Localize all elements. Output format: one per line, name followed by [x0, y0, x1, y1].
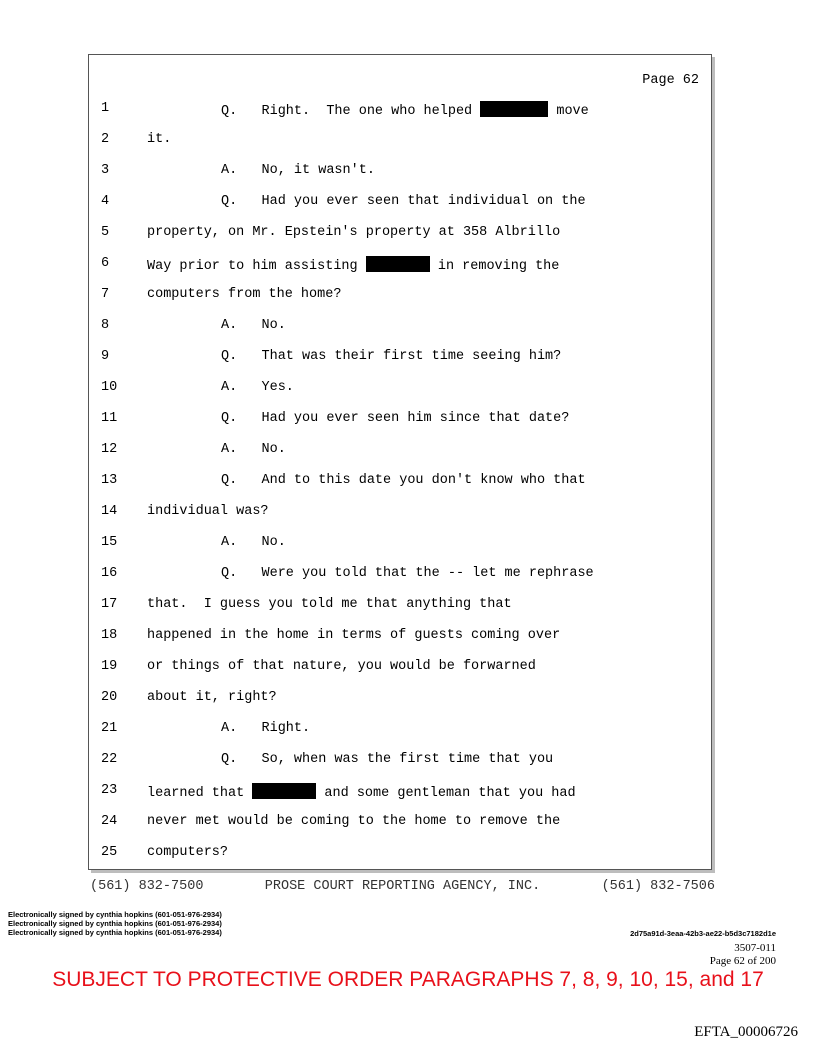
footer-phone-right: (561) 832-7506 — [601, 879, 715, 894]
line-text-segment: learned that — [147, 786, 253, 801]
line-text-segment: A. No. — [221, 318, 286, 333]
line-text-segment: Q. So, when was the first time that you — [221, 752, 554, 767]
line-text-segment: Q. That was their first time seeing him? — [221, 349, 562, 364]
reporter-footer — [90, 879, 715, 894]
transcript-line — [89, 256, 709, 287]
electronic-signatures — [8, 910, 222, 937]
line-number: 24 — [101, 814, 118, 829]
line-number: 20 — [101, 690, 118, 705]
transcript-line — [89, 473, 709, 504]
line-text-segment: computers? — [147, 845, 229, 860]
line-text-segment: Way prior to him assisting — [147, 259, 366, 274]
redaction-block — [480, 101, 548, 117]
transcript-line — [89, 535, 709, 566]
line-text-segment: A. No. — [221, 535, 286, 550]
transcript-line — [89, 597, 709, 628]
transcript-line — [89, 411, 709, 442]
transcript-line — [89, 721, 709, 752]
line-text — [221, 566, 594, 581]
transcript-line — [89, 783, 709, 814]
line-text — [147, 659, 536, 674]
line-text — [221, 473, 586, 488]
line-text-segment: A. Yes. — [221, 380, 294, 395]
line-number: 17 — [101, 597, 118, 612]
bates-number: EFTA_00006726 — [694, 1024, 798, 1040]
transcript-line — [89, 628, 709, 659]
transcript-line — [89, 349, 709, 380]
protective-order-notice: SUBJECT TO PROTECTIVE ORDER PARAGRAPHS 7, 8, 9, 10, 15, and 17 — [52, 968, 764, 991]
line-text — [147, 225, 560, 240]
line-number: 4 — [101, 194, 110, 209]
line-number: 18 — [101, 628, 118, 643]
line-number: 23 — [101, 783, 118, 798]
line-text-segment: Q. Had you ever seen that individual on the — [221, 194, 586, 209]
transcript-line — [89, 380, 709, 411]
line-text — [221, 349, 561, 364]
line-text-segment: that. I guess you told me that anything that — [147, 597, 512, 612]
line-text — [147, 287, 341, 302]
line-text — [221, 194, 586, 209]
line-text-segment: and some gentleman that you had — [316, 786, 576, 801]
line-text — [147, 783, 576, 801]
transcript-page — [88, 54, 712, 870]
line-number: 21 — [101, 721, 118, 736]
footer-phone-left: (561) 832-7500 — [90, 879, 204, 894]
line-number: 5 — [101, 225, 110, 240]
line-number: 25 — [101, 845, 118, 860]
transcript-line — [89, 318, 709, 349]
line-number: 9 — [101, 349, 110, 364]
signature-line: Electronically signed by cynthia hopkins (601-051-976-2934) — [8, 910, 222, 919]
page-number: Page 62 — [642, 73, 699, 88]
line-number: 15 — [101, 535, 118, 550]
transcript-line — [89, 132, 709, 163]
exhibit-id: 3507-011 — [734, 942, 776, 954]
line-text-segment: A. No. — [221, 442, 286, 457]
line-text — [221, 318, 286, 333]
line-text — [221, 442, 286, 457]
transcript-line — [89, 566, 709, 597]
redaction-block — [252, 783, 316, 799]
line-text-segment: Q. Had you ever seen him since that date? — [221, 411, 570, 426]
transcript-line — [89, 163, 709, 194]
line-number: 19 — [101, 659, 118, 674]
line-text-segment: Q. And to this date you don't know who that — [221, 473, 586, 488]
line-number: 7 — [101, 287, 110, 302]
line-text — [221, 752, 553, 767]
transcript-line — [89, 442, 709, 473]
line-text-segment: never met would be coming to the home to remove the — [147, 814, 561, 829]
line-number: 22 — [101, 752, 118, 767]
line-number: 10 — [101, 380, 118, 395]
exhibit-info — [710, 942, 776, 968]
line-number: 3 — [101, 163, 110, 178]
line-text-segment: property, on Mr. Epstein's property at 358 Albrillo — [147, 225, 561, 240]
line-text — [147, 256, 559, 274]
line-text-segment: happened in the home in terms of guests coming over — [147, 628, 561, 643]
line-number: 16 — [101, 566, 118, 581]
line-text — [147, 628, 560, 643]
line-number: 8 — [101, 318, 110, 333]
line-text-segment: it. — [147, 132, 172, 147]
footer-agency: PROSE COURT REPORTING AGENCY, INC. — [264, 879, 541, 894]
line-number: 1 — [101, 101, 110, 116]
transcript-line — [89, 690, 709, 721]
line-text-segment: Q. Were you told that the -- let me rephrase — [221, 566, 594, 581]
line-number: 6 — [101, 256, 110, 271]
line-number: 11 — [101, 411, 118, 426]
line-number: 2 — [101, 132, 110, 147]
transcript-line — [89, 101, 709, 132]
line-text-segment: individual was? — [147, 504, 269, 519]
document-hash: 2d75a91d-3eaa-42b3-ae22-b5d3c7182d1e — [630, 929, 776, 938]
line-text — [147, 845, 228, 860]
transcript-line — [89, 814, 709, 845]
transcript-line — [89, 752, 709, 783]
transcript-line — [89, 659, 709, 690]
transcript-line — [89, 194, 709, 225]
line-text — [147, 597, 512, 612]
redaction-block — [366, 256, 430, 272]
signature-line: Electronically signed by cynthia hopkins (601-051-976-2934) — [8, 928, 222, 937]
line-text — [147, 690, 277, 705]
line-text-segment: Q. Right. The one who helped — [221, 104, 481, 119]
line-text-segment: A. No, it wasn't. — [221, 163, 375, 178]
line-text — [221, 101, 589, 119]
signature-line: Electronically signed by cynthia hopkins (601-051-976-2934) — [8, 919, 222, 928]
line-text — [221, 721, 310, 736]
page-of-total: Page 62 of 200 — [709, 955, 776, 967]
line-text — [221, 163, 375, 178]
line-text — [221, 380, 294, 395]
transcript-line — [89, 225, 709, 256]
transcript-line — [89, 287, 709, 318]
transcript-line — [89, 845, 709, 876]
line-text — [221, 411, 569, 426]
transcript-line — [89, 504, 709, 535]
line-number: 12 — [101, 442, 118, 457]
line-text-segment: or things of that nature, you would be forwarned — [147, 659, 536, 674]
line-text — [221, 535, 286, 550]
line-text — [147, 814, 560, 829]
line-number: 13 — [101, 473, 118, 488]
line-text — [147, 132, 171, 147]
line-number: 14 — [101, 504, 118, 519]
line-text-segment: in removing the — [429, 259, 560, 274]
line-text-segment: A. Right. — [221, 721, 311, 736]
line-text-segment: about it, right? — [147, 690, 277, 705]
line-text-segment: move — [548, 104, 589, 119]
line-text-segment: computers from the home? — [147, 287, 342, 302]
line-text — [147, 504, 269, 519]
